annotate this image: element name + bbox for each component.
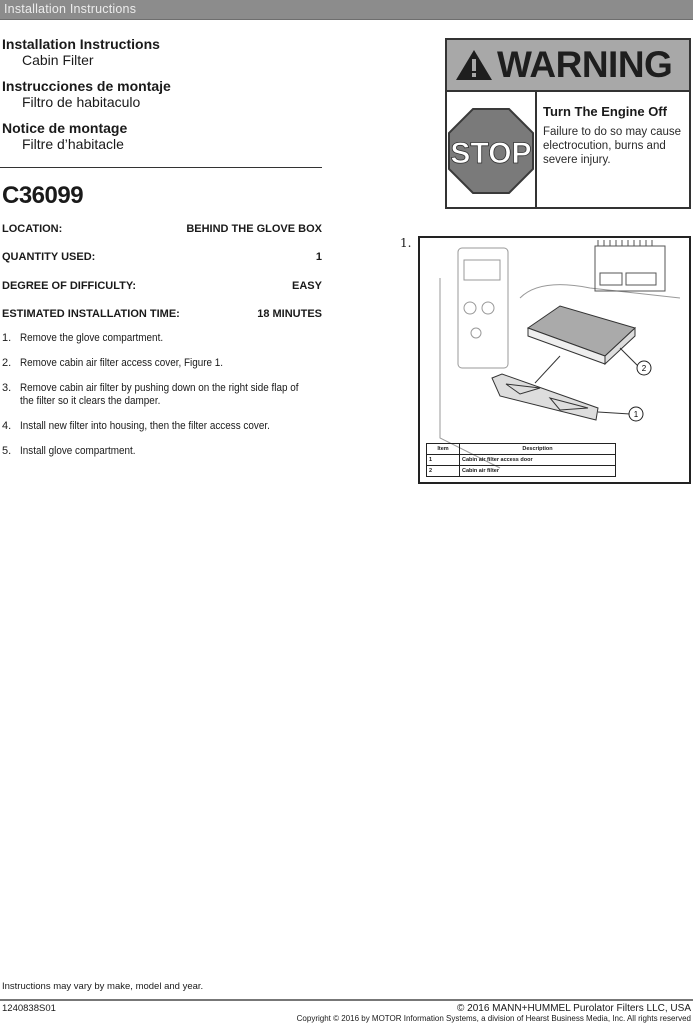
title-spanish: Instrucciones de montaje xyxy=(2,78,171,94)
copyright-motor: Copyright © 2016 by MOTOR Information Systems, a division of Hearst Business Media, Inc. All rights reserved xyxy=(296,1014,691,1023)
step-number: 1. xyxy=(2,332,12,344)
subtitle-spanish: Filtro de habitaculo xyxy=(22,94,141,110)
step-text: Remove cabin air filter by pushing down on the right side flap of the filter so it clears the damper. xyxy=(20,382,299,407)
spec-value: EASY xyxy=(292,280,322,292)
legend-description: Cabin air filter xyxy=(460,466,616,477)
step-number: 5. xyxy=(2,445,12,457)
subtitle-french: Filtre d’habitacle xyxy=(22,136,124,152)
svg-text:STOP: STOP xyxy=(450,136,532,170)
header-bar xyxy=(0,0,693,20)
spec-time xyxy=(2,308,322,320)
spec-quantity xyxy=(2,251,322,263)
svg-text:2: 2 xyxy=(641,364,647,373)
legend-item: 1 xyxy=(427,455,460,466)
spec-location xyxy=(2,223,322,235)
stop-sign xyxy=(447,92,537,209)
warning-heading: Turn The Engine Off xyxy=(543,104,667,119)
figure-1-diagram xyxy=(418,236,691,484)
step-number: 3. xyxy=(2,382,12,394)
stop-sign-icon xyxy=(447,107,535,195)
warning-title: WARNING xyxy=(497,44,673,85)
warning-triangle-icon xyxy=(455,49,493,81)
document-id: 1240838S01 xyxy=(2,1003,56,1014)
legend-row xyxy=(427,455,616,466)
legend-row xyxy=(427,466,616,477)
warning-body: Failure to do so may cause electrocution, burns and severe injury. xyxy=(543,126,682,166)
header-title: Installation Instructions xyxy=(4,2,137,16)
copyright-manufacturer: © 2016 MANN+HUMMEL Purolator Filters LLC, USA xyxy=(456,1003,691,1014)
subtitle-english: Cabin Filter xyxy=(22,52,94,68)
spec-value: BEHIND THE GLOVE BOX xyxy=(186,223,322,235)
step-item xyxy=(2,357,332,370)
spec-value: 18 MINUTES xyxy=(257,308,322,320)
step-text: Remove the glove compartment. xyxy=(20,332,164,344)
warning-header xyxy=(447,40,689,92)
step-text: Remove cabin air filter access cover, Figure 1. xyxy=(20,357,224,369)
step-number: 2. xyxy=(2,357,12,369)
spec-label: QUANTITY USED: xyxy=(2,251,96,263)
step-item xyxy=(2,445,332,458)
figure-legend-table xyxy=(426,443,616,477)
step-text: Install new filter into housing, then the filter access cover. xyxy=(20,420,270,432)
document-titles xyxy=(2,36,171,162)
legend-header-description: Description xyxy=(460,444,616,455)
model-number: C36099 xyxy=(2,182,84,209)
divider xyxy=(0,167,322,168)
svg-text:1: 1 xyxy=(633,410,639,419)
title-french: Notice de montage xyxy=(2,120,128,136)
spec-label: LOCATION: xyxy=(2,223,63,235)
spec-difficulty xyxy=(2,280,322,292)
title-english: Installation Instructions xyxy=(2,36,160,52)
figure-number: 1. xyxy=(400,236,412,250)
spec-value: 1 xyxy=(315,251,322,263)
warning-label xyxy=(445,38,691,209)
disclaimer-note: Instructions may vary by make, model and year. xyxy=(2,981,204,992)
legend-header-item: Item xyxy=(427,444,460,455)
step-number: 4. xyxy=(2,420,12,432)
step-item xyxy=(2,332,332,345)
step-text: Install glove compartment. xyxy=(20,445,136,457)
footer-divider xyxy=(0,999,693,1001)
spec-label: ESTIMATED INSTALLATION TIME: xyxy=(2,308,180,320)
spec-label: DEGREE OF DIFFICULTY: xyxy=(2,280,137,292)
step-item xyxy=(2,382,332,408)
step-item xyxy=(2,420,332,433)
legend-description: Cabin air filter access door xyxy=(460,455,616,466)
instruction-steps xyxy=(2,332,332,470)
legend-item: 2 xyxy=(427,466,460,477)
